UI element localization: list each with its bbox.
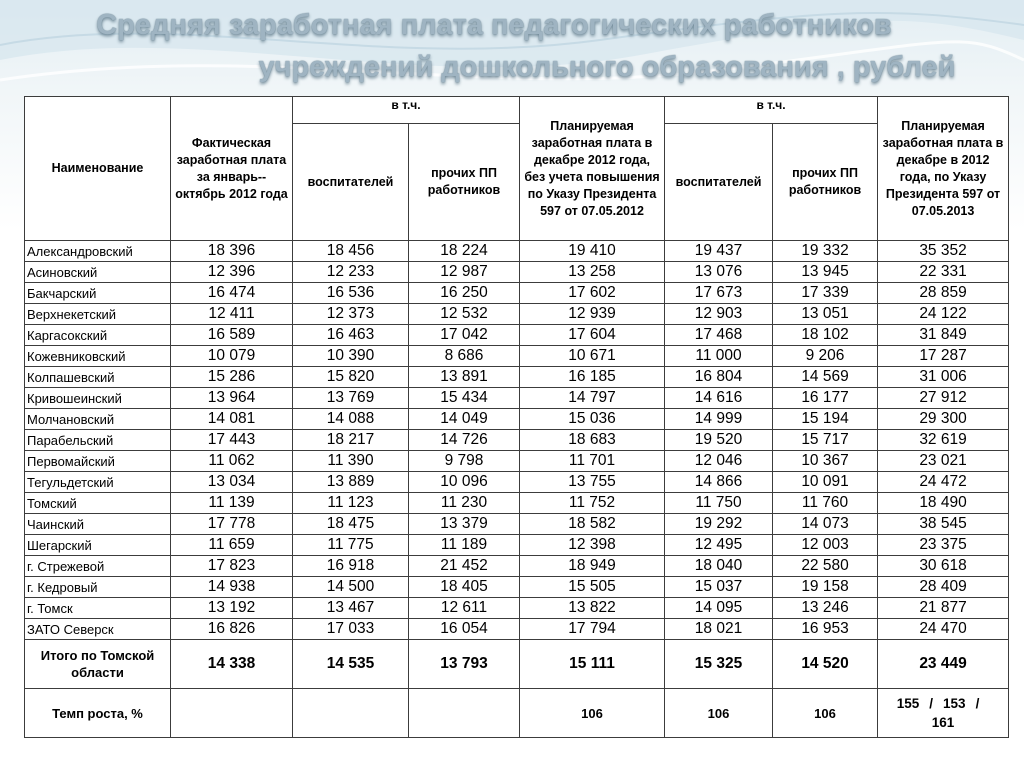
district-name: Каргасокский [25, 325, 171, 346]
cell-planned-dec: 10 671 [520, 346, 665, 367]
cell-educators-2: 17 468 [665, 325, 773, 346]
cell-other-1: 12 611 [409, 598, 520, 619]
table-row [25, 493, 1009, 514]
page-title-line1: Средняя заработная плата педагогических работников [96, 9, 892, 41]
cell-planned-decree: 18 490 [878, 493, 1009, 514]
district-name: г. Томск [25, 598, 171, 619]
growth-rate-separator-2: / [975, 696, 980, 711]
cell-other-1: 9 798 [409, 451, 520, 472]
cell-planned-decree: 21 877 [878, 598, 1009, 619]
table-row [25, 346, 1009, 367]
table-row [25, 430, 1009, 451]
cell-actual: 13 034 [171, 472, 293, 493]
growth-rate-row [25, 689, 1009, 738]
cell-educators-1: 16 463 [293, 325, 409, 346]
cell-other-2: 17 339 [773, 283, 878, 304]
cell-actual: 17 778 [171, 514, 293, 535]
cell-educators-1: 12 373 [293, 304, 409, 325]
cell-planned-dec: 13 258 [520, 262, 665, 283]
page-title [40, 4, 984, 88]
cell-educators-1: 16 536 [293, 283, 409, 304]
district-name: Первомайский [25, 451, 171, 472]
cell-other-2: 16 177 [773, 388, 878, 409]
cell-educators-2: 19 520 [665, 430, 773, 451]
total-educators-2: 15 325 [665, 640, 773, 689]
growth-rate-planned-dec: 106 [520, 689, 665, 738]
cell-educators-2: 13 076 [665, 262, 773, 283]
cell-educators-1: 10 390 [293, 346, 409, 367]
cell-planned-decree: 17 287 [878, 346, 1009, 367]
cell-planned-decree: 32 619 [878, 430, 1009, 451]
cell-educators-2: 18 040 [665, 556, 773, 577]
cell-other-1: 18 224 [409, 241, 520, 262]
cell-other-2: 13 051 [773, 304, 878, 325]
cell-planned-dec: 18 582 [520, 514, 665, 535]
table-row [25, 514, 1009, 535]
district-name: Молчановский [25, 409, 171, 430]
cell-other-1: 16 250 [409, 283, 520, 304]
cell-planned-decree: 35 352 [878, 241, 1009, 262]
cell-other-1: 11 189 [409, 535, 520, 556]
cell-other-1: 13 379 [409, 514, 520, 535]
cell-actual: 12 411 [171, 304, 293, 325]
cell-other-2: 10 367 [773, 451, 878, 472]
cell-actual: 13 192 [171, 598, 293, 619]
cell-other-2: 19 158 [773, 577, 878, 598]
growth-rate-label: Темп роста, % [25, 689, 171, 738]
cell-educators-2: 12 495 [665, 535, 773, 556]
cell-other-2: 9 206 [773, 346, 878, 367]
cell-educators-2: 14 999 [665, 409, 773, 430]
header-name: Наименование [25, 97, 171, 241]
cell-educators-2: 11 000 [665, 346, 773, 367]
growth-rate-decree-2: 153 [943, 696, 966, 711]
cell-planned-decree: 30 618 [878, 556, 1009, 577]
cell-planned-dec: 12 939 [520, 304, 665, 325]
cell-other-2: 14 073 [773, 514, 878, 535]
cell-educators-2: 14 095 [665, 598, 773, 619]
total-educators-1: 14 535 [293, 640, 409, 689]
cell-educators-1: 11 390 [293, 451, 409, 472]
cell-actual: 16 826 [171, 619, 293, 640]
cell-actual: 17 823 [171, 556, 293, 577]
cell-educators-1: 16 918 [293, 556, 409, 577]
cell-other-1: 8 686 [409, 346, 520, 367]
growth-rate-empty-2 [293, 689, 409, 738]
page-title-line2: учреждений дошкольного образования , рублей [258, 51, 956, 83]
cell-other-1: 13 891 [409, 367, 520, 388]
cell-actual: 11 062 [171, 451, 293, 472]
cell-educators-1: 18 475 [293, 514, 409, 535]
cell-other-2: 10 091 [773, 472, 878, 493]
total-actual: 14 338 [171, 640, 293, 689]
cell-other-1: 10 096 [409, 472, 520, 493]
cell-educators-1: 11 775 [293, 535, 409, 556]
header-other-1: прочих ПП работников [409, 124, 520, 241]
cell-educators-2: 15 037 [665, 577, 773, 598]
table-row [25, 367, 1009, 388]
cell-planned-decree: 24 472 [878, 472, 1009, 493]
growth-rate-separator-1: / [929, 696, 934, 711]
growth-rate-decree-3: 161 [931, 715, 955, 730]
total-planned-dec: 15 111 [520, 640, 665, 689]
cell-educators-1: 13 889 [293, 472, 409, 493]
salary-table [24, 96, 1009, 738]
district-name: Томский [25, 493, 171, 514]
cell-planned-decree: 27 912 [878, 388, 1009, 409]
district-name: Верхнекетский [25, 304, 171, 325]
cell-other-1: 15 434 [409, 388, 520, 409]
header-planned-decree: Планируемая заработная плата в декабре в 2012 года, по Указу Президента 597 от 07.05.2013 [878, 97, 1009, 241]
cell-educators-1: 17 033 [293, 619, 409, 640]
cell-planned-dec: 17 604 [520, 325, 665, 346]
cell-actual: 14 938 [171, 577, 293, 598]
header-incl-2: в т.ч. [665, 97, 878, 124]
cell-other-2: 12 003 [773, 535, 878, 556]
table-row [25, 556, 1009, 577]
cell-planned-dec: 17 794 [520, 619, 665, 640]
table-row [25, 409, 1009, 430]
cell-other-1: 21 452 [409, 556, 520, 577]
cell-actual: 11 659 [171, 535, 293, 556]
cell-planned-decree: 24 122 [878, 304, 1009, 325]
cell-actual: 16 474 [171, 283, 293, 304]
cell-planned-dec: 11 701 [520, 451, 665, 472]
table-row [25, 241, 1009, 262]
cell-planned-dec: 19 410 [520, 241, 665, 262]
cell-educators-2: 19 437 [665, 241, 773, 262]
cell-other-1: 12 532 [409, 304, 520, 325]
cell-planned-dec: 15 505 [520, 577, 665, 598]
table-row [25, 472, 1009, 493]
cell-planned-dec: 12 398 [520, 535, 665, 556]
cell-educators-1: 13 769 [293, 388, 409, 409]
table-row [25, 325, 1009, 346]
district-name: г. Стрежевой [25, 556, 171, 577]
table-row [25, 262, 1009, 283]
cell-actual: 15 286 [171, 367, 293, 388]
total-other-2: 14 520 [773, 640, 878, 689]
cell-planned-dec: 16 185 [520, 367, 665, 388]
cell-planned-dec: 14 797 [520, 388, 665, 409]
header-educators-1: воспитателей [293, 124, 409, 241]
cell-educators-1: 13 467 [293, 598, 409, 619]
table-row [25, 598, 1009, 619]
cell-planned-decree: 22 331 [878, 262, 1009, 283]
cell-educators-2: 12 903 [665, 304, 773, 325]
cell-educators-1: 11 123 [293, 493, 409, 514]
cell-educators-2: 14 866 [665, 472, 773, 493]
cell-actual: 13 964 [171, 388, 293, 409]
cell-other-1: 14 049 [409, 409, 520, 430]
growth-rate-decree-1: 155 [896, 696, 920, 711]
growth-rate-other-2: 106 [773, 689, 878, 738]
cell-actual: 10 079 [171, 346, 293, 367]
cell-educators-2: 18 021 [665, 619, 773, 640]
cell-planned-dec: 18 683 [520, 430, 665, 451]
district-name: Парабельский [25, 430, 171, 451]
cell-planned-decree: 28 409 [878, 577, 1009, 598]
district-name: Бакчарский [25, 283, 171, 304]
cell-planned-decree: 23 375 [878, 535, 1009, 556]
cell-actual: 12 396 [171, 262, 293, 283]
cell-actual: 11 139 [171, 493, 293, 514]
cell-planned-dec: 13 755 [520, 472, 665, 493]
growth-rate-decree [878, 689, 1009, 738]
cell-other-1: 14 726 [409, 430, 520, 451]
table-row [25, 304, 1009, 325]
district-name: Чаинский [25, 514, 171, 535]
cell-educators-2: 11 750 [665, 493, 773, 514]
district-name: Кожевниковский [25, 346, 171, 367]
cell-educators-1: 14 500 [293, 577, 409, 598]
district-name: Асиновский [25, 262, 171, 283]
cell-actual: 17 443 [171, 430, 293, 451]
cell-educators-2: 19 292 [665, 514, 773, 535]
cell-other-2: 22 580 [773, 556, 878, 577]
cell-other-2: 15 717 [773, 430, 878, 451]
cell-planned-decree: 29 300 [878, 409, 1009, 430]
cell-other-1: 11 230 [409, 493, 520, 514]
cell-planned-decree: 31 006 [878, 367, 1009, 388]
total-other-1: 13 793 [409, 640, 520, 689]
header-educators-2: воспитателей [665, 124, 773, 241]
cell-planned-decree: 38 545 [878, 514, 1009, 535]
cell-other-1: 12 987 [409, 262, 520, 283]
table-row [25, 535, 1009, 556]
cell-planned-dec: 13 822 [520, 598, 665, 619]
cell-planned-dec: 18 949 [520, 556, 665, 577]
table-row [25, 283, 1009, 304]
cell-educators-1: 14 088 [293, 409, 409, 430]
cell-other-2: 14 569 [773, 367, 878, 388]
cell-actual: 14 081 [171, 409, 293, 430]
growth-rate-empty-1 [171, 689, 293, 738]
cell-other-2: 16 953 [773, 619, 878, 640]
cell-other-2: 15 194 [773, 409, 878, 430]
cell-other-1: 17 042 [409, 325, 520, 346]
cell-other-2: 11 760 [773, 493, 878, 514]
cell-educators-2: 12 046 [665, 451, 773, 472]
district-name: ЗАТО Северск [25, 619, 171, 640]
cell-planned-decree: 31 849 [878, 325, 1009, 346]
cell-educators-2: 16 804 [665, 367, 773, 388]
header-incl-1: в т.ч. [293, 97, 520, 124]
cell-educators-2: 14 616 [665, 388, 773, 409]
growth-rate-educators-2: 106 [665, 689, 773, 738]
header-planned-dec: Планируемая заработная плата в декабре 2012 года, без учета повышения по Указу Президента 597 от 07.05.2012 [520, 97, 665, 241]
growth-rate-empty-3 [409, 689, 520, 738]
district-name: Шегарский [25, 535, 171, 556]
cell-educators-2: 17 673 [665, 283, 773, 304]
cell-educators-1: 12 233 [293, 262, 409, 283]
cell-planned-decree: 24 470 [878, 619, 1009, 640]
header-actual: Фактическая заработная плата за январь--октябрь 2012 года [171, 97, 293, 241]
district-name: Александровский [25, 241, 171, 262]
cell-planned-dec: 15 036 [520, 409, 665, 430]
table-row [25, 619, 1009, 640]
table-row [25, 388, 1009, 409]
cell-other-1: 16 054 [409, 619, 520, 640]
cell-planned-decree: 28 859 [878, 283, 1009, 304]
total-row [25, 640, 1009, 689]
table-row [25, 577, 1009, 598]
cell-other-2: 18 102 [773, 325, 878, 346]
cell-planned-dec: 11 752 [520, 493, 665, 514]
district-name: Колпашевский [25, 367, 171, 388]
cell-other-2: 13 246 [773, 598, 878, 619]
table-row [25, 451, 1009, 472]
cell-other-2: 19 332 [773, 241, 878, 262]
cell-actual: 16 589 [171, 325, 293, 346]
cell-planned-dec: 17 602 [520, 283, 665, 304]
cell-actual: 18 396 [171, 241, 293, 262]
header-other-2: прочих ПП работников [773, 124, 878, 241]
total-planned-decree: 23 449 [878, 640, 1009, 689]
cell-other-1: 18 405 [409, 577, 520, 598]
cell-planned-decree: 23 021 [878, 451, 1009, 472]
district-name: г. Кедровый [25, 577, 171, 598]
cell-educators-1: 18 217 [293, 430, 409, 451]
cell-educators-1: 15 820 [293, 367, 409, 388]
cell-educators-1: 18 456 [293, 241, 409, 262]
district-name: Кривошеинский [25, 388, 171, 409]
cell-other-2: 13 945 [773, 262, 878, 283]
district-name: Тегульдетский [25, 472, 171, 493]
total-label: Итого по Томской области [25, 640, 171, 689]
